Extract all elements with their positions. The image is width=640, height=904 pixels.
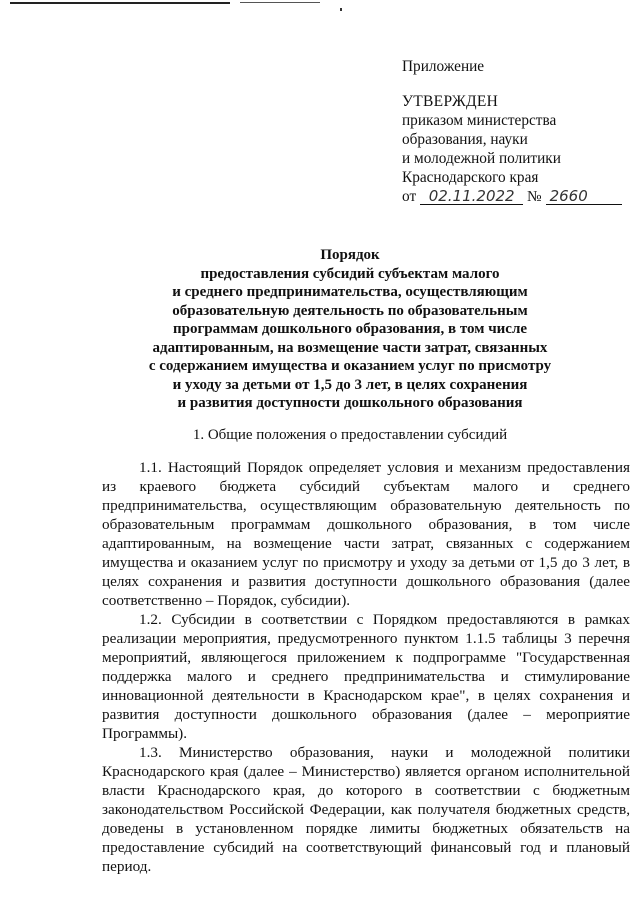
title-line: программам дошкольного образования, в том числе (172, 321, 528, 337)
title-line: Порядок (320, 247, 380, 263)
number-sign: № (526, 188, 542, 205)
title-line: с содержанием имущества и оказанием услуг по присмотру (148, 358, 552, 374)
approval-line: Краснодарского края (402, 169, 539, 186)
section-heading: 1. Общие положения о предоставлении субсидий (192, 427, 508, 443)
handwritten-order-number: 2660 (546, 188, 622, 205)
approved-label: УТВЕРЖДЕН (402, 93, 499, 110)
approval-line: образования, науки (402, 131, 528, 148)
from-label: от (402, 188, 417, 205)
title-line: адаптированным, на возмещение части затрат, связанных (152, 339, 548, 356)
title-line: образовательную деятельность по образовательным (172, 302, 528, 319)
paragraph-1-3: 1.3. Министерство образования, науки и молодежной политики Краснодарского края (далее – Министерство) является органом исполнительной власти Краснодарского края, до которого в соответствии с бюджетным законодательством Российской Федерации, как получателя бюджетных средств, доведены в установленном порядке лимиты бюджетных обязательств на предоставление субсидий на соответствующий финансовый год и плановый период. (102, 744, 630, 875)
order-date-number-line (402, 187, 632, 206)
document-title (100, 246, 600, 413)
paragraph-1-2: 1.2. Субсидии в соответствии с Порядком предоставляются в рамках реализации мероприятия, предусмотренного пунктом 1.1.5 таблицы 3 перечня мероприятий, являющегося приложением к подпрограмме "Государственная поддержка малого и среднего предпринимательства и стимулирование инновационной деятельности в Краснодарском крае", в целях сохранения и развития доступности дошкольного образования (далее – мероприятие Программы). (102, 611, 630, 742)
title-line: и уходу за детьми от 1,5 до 3 лет, в целях сохранения (172, 376, 528, 393)
scan-artifact-line (10, 2, 230, 4)
title-line: и среднего предпринимательства, осуществляющим (172, 284, 528, 300)
approval-line: приказом министерства (402, 112, 557, 129)
approval-line: и молодежной политики (402, 150, 561, 167)
handwritten-order-date: 02.11.2022 (420, 188, 523, 205)
scan-artifact-line (240, 2, 320, 3)
title-line: и развития доступности дошкольного образования (177, 395, 523, 411)
title-line: предоставления субсидий субъектам малого (200, 265, 500, 282)
scan-artifact-dot (340, 8, 342, 11)
appendix-label: Приложение (402, 58, 485, 75)
document-body (102, 458, 630, 876)
paragraph-1-1: 1.1. Настоящий Порядок определяет условия и механизм предоставления из краевого бюджета субсидий субъектам малого и среднего предпринимательства, осуществляющим образовательную деятельность по образовательным программам дошкольного образования, в том числе адаптированным, на возмещение части затрат, связанных с содержанием имущества и оказанием услуг по присмотру и уходу за детьми от 1,5 до 3 лет, в целях сохранения и развития доступности дошкольного образования (далее соответственно – Порядок, субсидии). (102, 459, 630, 609)
approval-block (402, 57, 632, 206)
